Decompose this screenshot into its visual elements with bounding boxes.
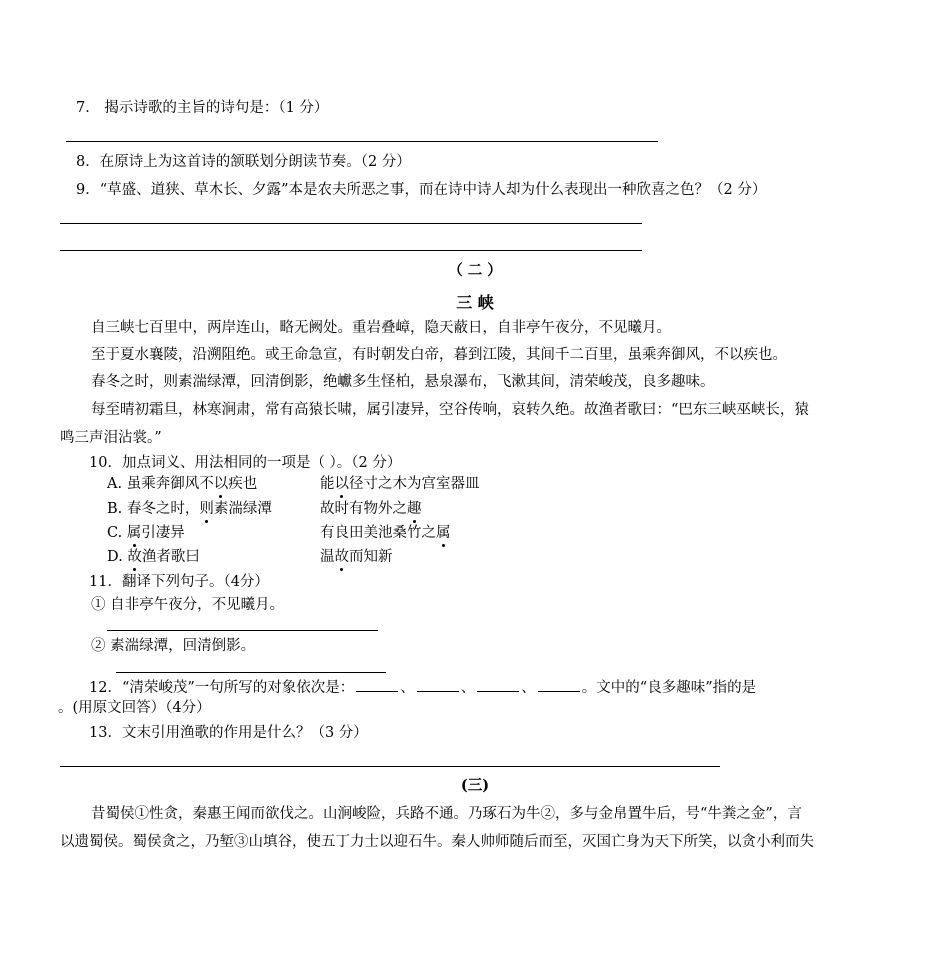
passage-3-line-2: 以遗蜀侯。蜀侯贪之，乃堑③山填谷，使五丁力士以迎石牛。秦人帅师随后而至，灭国亡身为天下所笑，以贪小利而失 (60, 834, 814, 850)
blank-4 (538, 679, 580, 692)
passage-para-1: 自三峡七百里中，两岸连山，略无阙处。重岩叠嶂，隐天蔽日，自非亭午夜分，不见曦月。 (91, 320, 671, 336)
answer-line-q11-1 (107, 630, 378, 631)
dotted-char: 故 (334, 549, 349, 565)
question-9: 9．“草盛、道狭、草木长、夕露”本是农夫所恶之事，而在诗中诗人却为什么表现出一种欣喜之色？（2 分） (76, 182, 767, 198)
question-11-stem: 11．翻译下列句子。（4分） (89, 574, 269, 590)
question-12-line-2: 。(用原文回答）（4分） (58, 700, 211, 716)
passage-3-line-1: 昔蜀侯①性贪，秦惠王闻而欲伐之。山涧峻险，兵路不通。乃琢石为牛②，多与金帛置牛后，号“牛粪之金”，言 (91, 806, 802, 822)
passage-para-2: 至于夏水襄陵，沿溯阻绝。或王命急宣，有时朝发白帝，暮到江陵，其间千二百里，虽乘奔御风，不以疾也。 (91, 347, 787, 363)
option-c-right: 有良田美池桑竹之属 (320, 525, 451, 541)
passage-para-3: 春冬之时，则素湍绿潭，回清倒影，绝巘多生怪柏，悬泉瀑布，飞漱其间，清荣峻茂，良多趣味。 (91, 374, 715, 390)
question-12-line-1: 12．“清荣峻茂”一句所写的对象依次是： 、 、 、 。文中的“良多趣味”指的是 (89, 680, 757, 696)
dotted-char: 以 (213, 476, 229, 492)
blank-2 (417, 679, 459, 692)
answer-line-q13 (60, 766, 720, 767)
option-a-left: A. 虽乘奔御风不以疾也 (107, 476, 258, 492)
question-7: 7． 揭示诗歌的主旨的诗句是：（1 分） (76, 100, 329, 116)
dotted-char: 属 (126, 525, 142, 541)
answer-line-q9-2 (60, 250, 642, 251)
section-3-heading: (三) (460, 777, 490, 794)
question-11-sentence-1: ① 自非亭午夜分，不见曦月。 (91, 597, 285, 613)
question-11-sentence-2: ② 素湍绿潭，回清倒影。 (91, 638, 256, 654)
dotted-char: 以 (334, 476, 349, 492)
dotted-char: 趣 (407, 501, 422, 517)
dotted-char: 故 (127, 549, 142, 565)
question-10-stem: 10．加点词义、用法相同的一项是（ ）。（2 分） (89, 455, 402, 471)
section-2-title: 三 峡 (456, 293, 494, 312)
option-b-right: 故时有物外之趣 (320, 501, 422, 517)
answer-line-q9-1 (60, 223, 642, 224)
option-d-left: D. 故渔者歌曰 (107, 549, 200, 565)
option-c-left: C. 属引凄异 (107, 525, 185, 541)
option-d-right: 温故而知新 (320, 549, 393, 565)
question-13: 13．文末引用渔歌的作用是什么？（3 分） (89, 725, 368, 741)
question-8: 8．在原诗上为这首诗的颔联划分朗读节奏。（2 分） (76, 154, 411, 170)
passage-para-4-line-2: 鸣三声泪沾裳。” (60, 430, 162, 446)
blank-3 (477, 679, 519, 692)
answer-line-q11-2 (116, 672, 386, 673)
option-a-right: 能以径寸之木为宫室器皿 (320, 476, 480, 492)
passage-para-4-line-1: 每至晴初霜旦，林寒涧肃，常有高猿长啸，属引凄异，空谷传响，哀转久绝。故渔者歌曰：“巴东三峡巫峡长，猿 (91, 402, 809, 418)
option-b-left: B. 春冬之时，则素湍绿潭 (107, 501, 272, 517)
answer-line-q7 (66, 141, 658, 142)
blank-1 (356, 679, 398, 692)
dotted-char: 则 (199, 501, 214, 517)
section-2-heading: （ 二 ） (448, 262, 502, 279)
dotted-char: 属 (436, 525, 451, 541)
